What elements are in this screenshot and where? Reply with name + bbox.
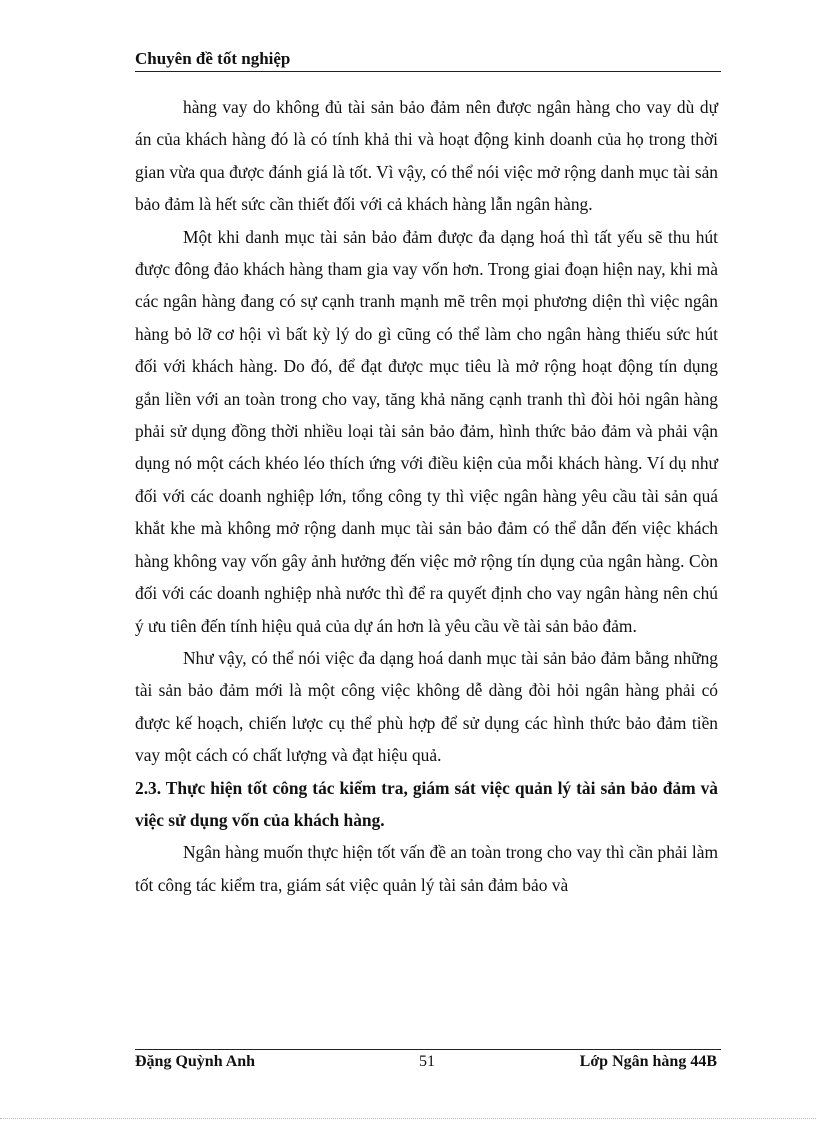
section-heading: 2.3. Thực hiện tốt công tác kiểm tra, giám sát việc quản lý tài sản bảo đảm và việc sử dụng vốn của khách hàng. — [135, 777, 718, 830]
footer-class: Lớp Ngân hàng 44B — [579, 1053, 717, 1070]
header-title: Chuyên đề tốt nghiệp — [135, 49, 291, 68]
footer-author: Đặng Quỳnh Anh — [135, 1053, 256, 1070]
footer-rule — [135, 1049, 721, 1050]
paragraph-2: Một khi danh mục tài sản bảo đảm được đa dạng hoá thì tất yếu sẽ thu hút được đông đảo khách hàng tham gia vay vốn hơn. Trong giai đoạn hiện nay, khi mà các ngân hàng đang có sự cạnh tranh mạnh mẽ trên mọi phương diện thì việc ngân hàng bỏ lỡ cơ hội vì bất kỳ lý do gì cũng có thể làm cho ngân hàng thiếu sức hút đối với khách hàng. Do đó, để đạt được mục tiêu là mở rộng hoạt động tín dụng gắn liền với an toàn trong cho vay, tăng khả năng cạnh tranh thì đòi hỏi ngân hàng phải sử dụng đồng thời nhiều loại tài sản bảo đảm, hình thức bảo đảm và phải vận dụng nó một cách khéo léo thích ứng với điều kiện của mỗi khách hàng. Ví dụ như đối với các doanh nghiệp lớn, tổng công ty thì việc ngân hàng yêu cầu tài sản quá khắt khe mà không mở rộng danh mục tài sản bảo đảm có thể dẫn đến việc khách hàng không vay vốn gây ảnh hưởng đến việc mở rộng tín dụng của ngân hàng. Còn đối với các doanh nghiệp nhà nước thì để ra quyết định cho vay ngân hàng nên chú ý ưu tiên đến tính hiệu quả của dự án hơn là yêu cầu về tài sản bảo đảm. — [135, 226, 718, 636]
footer-row — [135, 1053, 721, 1077]
page-number: 51 — [419, 1053, 435, 1070]
header-rule — [135, 71, 721, 72]
page-footer — [135, 1049, 721, 1077]
paragraph-1: hàng vay do không đủ tài sản bảo đảm nên được ngân hàng cho vay dù dự án của khách hàng đó là có tính khả thi và hoạt động kinh doanh của họ trong thời gian vừa qua được đánh giá là tốt. Vì vậy, có thể nói việc mở rộng danh mục tài sản bảo đảm là hết sức cần thiết đối với cả khách hàng lẫn ngân hàng. — [135, 97, 718, 215]
paragraph-4: Ngân hàng muốn thực hiện tốt vấn đề an toàn trong cho vay thì cần phải làm tốt công tác kiểm tra, giám sát việc quản lý tài sản đảm bảo và — [135, 842, 718, 895]
page-header — [135, 48, 721, 72]
page-body — [135, 91, 718, 901]
page-edge-divider — [0, 1118, 816, 1119]
paragraph-3: Như vậy, có thể nói việc đa dạng hoá danh mục tài sản bảo đảm bằng những tài sản bảo đảm mới là một công việc không dễ dàng đòi hỏi ngân hàng phải có được kế hoạch, chiến lược cụ thể phù hợp để sử dụng các hình thức bảo đảm tiền vay một cách có chất lượng và đạt hiệu quả. — [135, 647, 718, 766]
